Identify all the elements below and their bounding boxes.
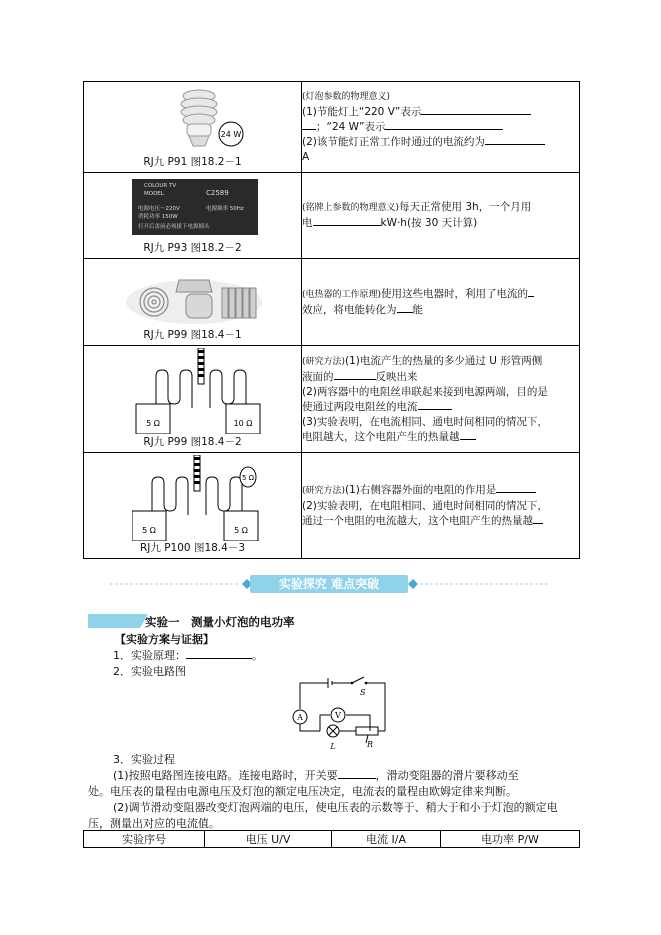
row-tag: (研究方法) — [302, 356, 346, 367]
item-text: 1．实验原理： — [113, 649, 186, 662]
answer-blank[interactable] — [313, 225, 381, 226]
row-text: 使通过两段电阻丝的电流 — [302, 400, 418, 413]
text-cell — [302, 82, 580, 173]
row-text: 效应，将电能转化为 — [302, 303, 397, 316]
process-step-2-cont: 压，测量出对应的电流值。 — [88, 817, 220, 830]
row-text: ；“24 W”表示 — [316, 120, 386, 133]
plate-text: 电源频率 50Hz — [206, 206, 244, 212]
answer-blank[interactable] — [421, 114, 531, 115]
badge-label: 24 W — [220, 130, 242, 139]
section-title: 实验一 测量小灯泡的电功率 — [145, 615, 295, 629]
row-text: 通过一个电阻的电流越大，这个电阻产生的热量越 — [302, 514, 533, 527]
switch-label: S — [360, 688, 366, 697]
table-header-row — [84, 831, 580, 848]
table-row — [84, 173, 580, 259]
table-row — [84, 259, 580, 346]
row-text: (2)该节能灯正常工作时通过的电流约为 — [302, 135, 485, 148]
answer-blank[interactable] — [385, 129, 503, 130]
resistor-label: 5 Ω — [142, 526, 156, 535]
figure-caption: RJ九 P91 图18.2－1 — [143, 156, 242, 168]
image-cell — [84, 259, 302, 346]
image-cell — [84, 173, 302, 259]
sub-heading: 【实验方案与证据】 — [115, 633, 214, 646]
column-header: 电流 I/A — [332, 831, 441, 848]
figure-caption: RJ九 P100 图18.4－3 — [140, 542, 245, 554]
plate-text: C2589 — [206, 189, 229, 197]
rheostat-label: R — [366, 740, 374, 749]
answer-blank[interactable] — [397, 312, 413, 313]
table-row — [84, 346, 580, 453]
row-tag: (铭牌上参数的物理意义) — [302, 203, 400, 213]
text-cell — [302, 453, 580, 559]
resistor-label: 5 Ω — [234, 526, 248, 535]
table-row — [84, 453, 580, 559]
row-text: 液面的 — [302, 370, 334, 383]
answer-blank[interactable] — [418, 409, 452, 410]
table-row — [84, 82, 580, 173]
figure-caption: RJ九 P99 图18.4－2 — [143, 436, 242, 448]
process-step-1-cont — [88, 784, 517, 800]
row-text: 每天正常使用 3h，一个月用 — [399, 201, 532, 213]
resistor-label: 5 Ω — [146, 419, 160, 428]
item-circuit: 2．实验电路图 — [113, 665, 186, 678]
heaters-illustration — [124, 262, 274, 326]
answer-blank[interactable] — [302, 129, 316, 130]
row-text: 电 — [302, 217, 313, 229]
column-header: 实验序号 — [84, 831, 205, 848]
answer-blank[interactable] — [485, 144, 545, 145]
answer-blank[interactable] — [460, 439, 476, 440]
measurement-table — [83, 830, 580, 848]
plate-text: COLOUR TV — [144, 183, 177, 189]
row-text: 使用这些电器时，利用了电流的 — [381, 287, 529, 300]
row-text: (2)两容器中的电阻丝串联起来接到电源两端，目的是 — [302, 385, 548, 398]
figure-caption: RJ九 P93 图18.2－2 — [143, 242, 242, 254]
image-cell — [84, 346, 302, 453]
item-process: 3．实验过程 — [113, 753, 175, 766]
voltmeter-label: V — [335, 711, 341, 720]
row-text: (1)右侧容器外面的电阻的作用是 — [345, 483, 497, 496]
ammeter-label: A — [297, 713, 303, 722]
answer-blank[interactable] — [533, 523, 543, 524]
u-tube-experiment-diagram — [134, 348, 264, 434]
text-cell — [302, 346, 580, 453]
answer-blank[interactable] — [528, 296, 534, 297]
plate-text: 电源电压～220V — [138, 206, 180, 212]
nameplate-image — [132, 179, 258, 235]
column-header: 电功率 P/W — [441, 831, 580, 848]
row-text: (3)实验表明，在电流相同、通电时间相同的情况下， — [302, 415, 548, 428]
heading-stripe — [88, 614, 148, 628]
process-step-2: (2)调节滑动变阻器改变灯泡两端的电压，使电压表的示数等于、稍大于和小于灯泡的额定电 — [113, 801, 558, 814]
section-banner: 实验探究 难点突破 — [250, 575, 408, 593]
row-text: 反映出来 — [375, 370, 418, 383]
row-text: (1)电流产生的热量的多少通过 U 形管两侧 — [345, 354, 543, 367]
plate-text: MODEL — [144, 191, 164, 197]
answer-blank[interactable] — [186, 658, 252, 659]
resistor-label: 10 Ω — [233, 419, 253, 428]
cfl-bulb-illustration — [159, 86, 249, 156]
image-cell — [84, 82, 302, 173]
row-text: 能 — [412, 303, 423, 316]
row-tag: (电热器的工作原理) — [302, 289, 382, 300]
process-step-1 — [113, 768, 519, 784]
lamp-label: L — [330, 742, 336, 751]
row-text: kW·h(按 30 天计算) — [380, 217, 478, 229]
text-cell — [302, 259, 580, 346]
row-text: A — [302, 150, 310, 163]
answer-blank[interactable] — [338, 778, 376, 779]
text-cell — [302, 173, 580, 259]
row-text: 电阻越大，这个电阻产生的热量越 — [302, 430, 460, 443]
figure-caption: RJ九 P99 图18.4－1 — [143, 329, 242, 341]
row-tag: (研究方法) — [302, 485, 346, 496]
plate-text: 消耗功率 150W — [138, 214, 178, 220]
paragraph-text: (1)按照电路图连接电路。连接电路时，开关要 — [113, 769, 338, 782]
row-text: (1)节能灯上“220 V”表示 — [302, 105, 422, 118]
row-text: (2)实验表明，在电阻相同、通电时间相同的情况下， — [302, 499, 548, 512]
paragraph-text: ，滑动变阻器的滑片要移动至 — [375, 769, 519, 782]
column-header: 电压 U/V — [205, 831, 332, 848]
answer-blank[interactable] — [334, 379, 376, 380]
u-tube-experiment-diagram — [132, 455, 266, 541]
resistor-label: 5 Ω — [241, 474, 255, 482]
circuit-diagram — [290, 675, 395, 753]
answer-blank[interactable] — [496, 492, 536, 493]
reference-table — [83, 81, 580, 559]
item-principle: 1．实验原理： 。 — [113, 649, 263, 662]
image-cell — [84, 453, 302, 559]
paragraph-text: 处。电压表的量程由电源电压及灯泡的额定电压决定，电流表的量程由欧姆定律来判断。 — [88, 785, 517, 798]
row-tag: (灯泡参数的物理意义) — [302, 91, 391, 102]
plate-text: 打开后盖前必须拔下电源插头 — [138, 224, 210, 230]
